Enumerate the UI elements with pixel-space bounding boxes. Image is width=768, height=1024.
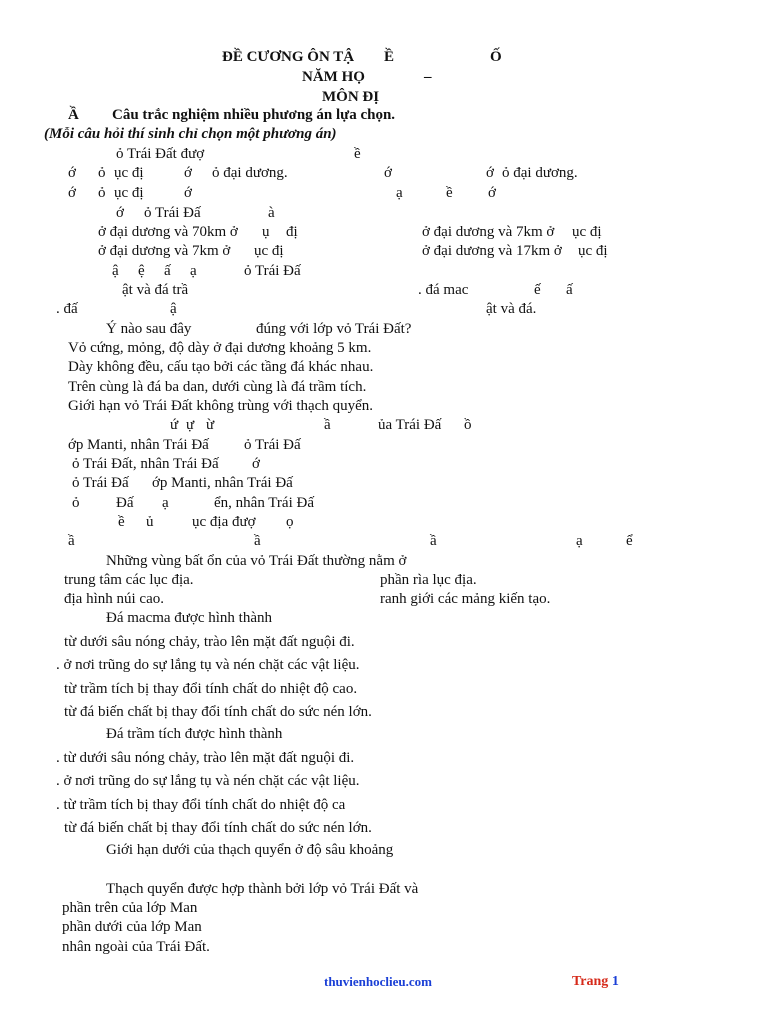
option-text: ớ xyxy=(68,165,76,181)
question-line-part: à xyxy=(268,205,275,221)
title-line-2: NĂM HỌ xyxy=(302,69,365,85)
question-line: ệ xyxy=(138,263,145,279)
option-text: ớ xyxy=(68,185,76,201)
question-line: ạ xyxy=(190,263,197,279)
option-text: ỏ xyxy=(98,185,106,201)
question-line: Những vùng bất ổn của vỏ Trái Đất thường nằm ở xyxy=(106,553,407,569)
option-text: . từ dưới sâu nóng chảy, trào lên mặt đất nguội đi. xyxy=(56,750,355,766)
option-text: ớ xyxy=(488,185,496,201)
question-line: Thạch quyển được hợp thành bởi lớp vỏ Trái Đất và xyxy=(106,881,419,897)
question-line: ỏ Trái Đấ xyxy=(144,205,201,221)
question-line: Ý nào sau đây xyxy=(106,321,192,337)
question-line: ự xyxy=(186,417,195,433)
question-line: ậ xyxy=(112,263,119,279)
option-text: ầ xyxy=(68,533,75,549)
question-line: ủ xyxy=(146,514,154,530)
question-line: đúng với lớp vỏ Trái Đất? xyxy=(256,321,412,337)
question-line: ề xyxy=(118,514,125,530)
option-text: phần dưới của lớp Man xyxy=(62,919,202,935)
option-text: ầ xyxy=(254,533,261,549)
option-text: . đá mac xyxy=(418,282,469,298)
option-text: ục đị xyxy=(254,243,284,259)
option-text: Vỏ cứng, mỏng, độ dày ở đại dương khoảng 5 km. xyxy=(68,340,372,356)
option-text: . từ trầm tích bị thay đổi tính chất do nhiệt độ ca xyxy=(56,797,346,813)
option-text: ớp Manti, nhân Trái Đấ xyxy=(152,475,293,491)
question-line-part: ề xyxy=(354,146,361,162)
option-text: ạ xyxy=(576,533,583,549)
question-line: ớ xyxy=(116,205,124,221)
option-text: Dày không đều, cấu tạo bởi các tầng đá khác nhau. xyxy=(68,359,374,375)
option-text: ỏ Trái Đấ xyxy=(72,475,129,491)
option-text: ớ xyxy=(184,165,192,181)
option-text: ể xyxy=(626,533,633,549)
option-text: ở đại dương và 70km ở xyxy=(98,224,238,240)
question-line: ừ xyxy=(206,417,215,433)
option-text: ầ xyxy=(430,533,437,549)
option-text: Đấ xyxy=(116,495,134,511)
option-text: ỏ Trái Đấ xyxy=(244,437,301,453)
question-line: ỏ Trái Đất đượ xyxy=(116,146,205,162)
question-line: ủa Trái Đấ xyxy=(378,417,442,433)
footer-page-word: Trang xyxy=(572,974,609,989)
option-text: ạ xyxy=(396,185,403,201)
option-text: ục đị xyxy=(578,243,608,259)
option-text: ục đị xyxy=(114,165,144,181)
option-text: ỏ đại dương. xyxy=(212,165,288,181)
option-text: . đấ xyxy=(56,301,78,317)
option-text: từ dưới sâu nóng chảy, trào lên mặt đất nguội đi. xyxy=(64,634,355,650)
question-line: ứ xyxy=(170,417,179,433)
question-line: Đá macma được hình thành xyxy=(106,610,273,626)
option-text: trung tâm các lục địa. xyxy=(64,572,194,588)
title-line-2-part: – xyxy=(424,69,432,85)
option-text: Trên cùng là đá ba dan, dưới cùng là đá trầm tích. xyxy=(68,379,367,395)
option-text: địa hình núi cao. xyxy=(64,591,164,607)
option-text: ề xyxy=(446,185,453,201)
option-text: ật và đá trầ xyxy=(122,282,189,298)
option-text: ậ xyxy=(170,301,177,317)
title-line-1-part: Ố xyxy=(490,49,502,65)
question-line: ầ xyxy=(324,417,331,433)
option-text: từ đá biến chất bị thay đổi tính chất do sức nén lớn. xyxy=(64,704,372,720)
option-text: . ở nơi trũng do sự lắng tụ và nén chặt các vật liệu. xyxy=(56,657,360,673)
option-text: từ đá biến chất bị thay đổi tính chất do sức nén lớn. xyxy=(64,820,372,836)
option-text: . ở nơi trũng do sự lắng tụ và nén chặt các vật liệu. xyxy=(56,773,360,789)
question-line: ỏ Trái Đấ xyxy=(244,263,301,279)
option-text: phần trên của lớp Man xyxy=(62,900,198,916)
option-text: ớp Manti, nhân Trái Đấ xyxy=(68,437,209,453)
question-line: ục địa đượ xyxy=(192,514,256,530)
option-text: ụ xyxy=(262,224,270,240)
footer-site-link[interactable]: thuvienhoclieu.com xyxy=(324,974,432,989)
option-text: ấ xyxy=(566,282,573,298)
option-text: ớ xyxy=(184,185,192,201)
option-text: đị xyxy=(286,224,298,240)
option-text: Giới hạn vỏ Trái Đất không trùng với thạch quyển. xyxy=(68,398,374,414)
option-text: ạ xyxy=(162,495,169,511)
question-line: ọ xyxy=(286,514,294,530)
question-line: Giới hạn dưới của thạch quyển ở độ sâu khoảng xyxy=(106,842,394,858)
option-text: ớ xyxy=(252,456,260,472)
option-text: ở đại dương và 7km ở xyxy=(98,243,231,259)
title-line-3: MÔN ĐỊ xyxy=(322,89,380,105)
option-text: ỏ xyxy=(72,495,80,511)
section-note: (Mỗi câu hỏi thí sinh chỉ chọn một phương án) xyxy=(44,126,337,142)
option-text: ranh giới các mảng kiến tạo. xyxy=(380,591,551,607)
option-text: ế xyxy=(534,282,541,298)
option-text: ật và đá. xyxy=(486,301,537,317)
option-text: ớ xyxy=(486,165,494,181)
question-line: ồ xyxy=(464,417,472,433)
question-line: ấ xyxy=(164,263,171,279)
option-text: ỏ Trái Đất, nhân Trái Đấ xyxy=(72,456,219,472)
footer-page-number: 1 xyxy=(611,974,619,989)
option-text: ỏ xyxy=(98,165,106,181)
section-title: Câu trắc nghiệm nhiều phương án lựa chọn. xyxy=(112,107,396,123)
section-mark: Ầ xyxy=(68,107,79,123)
option-text: ển, nhân Trái Đấ xyxy=(214,495,314,511)
option-text: ớ xyxy=(384,165,392,181)
title-line-1-part: Ề xyxy=(384,49,395,65)
question-line: Đá trầm tích được hình thành xyxy=(106,726,283,742)
option-text: ở đại dương và 17km ở xyxy=(422,243,562,259)
option-text: ỏ đại dương. xyxy=(502,165,578,181)
footer-page-label xyxy=(572,973,619,991)
option-text: ở đại dương và 7km ở xyxy=(422,224,555,240)
option-text: ục đị xyxy=(572,224,602,240)
option-text: ục đị xyxy=(114,185,144,201)
option-text: từ trầm tích bị thay đổi tính chất do nhiệt độ cao. xyxy=(64,681,358,697)
option-text: nhân ngoài của Trái Đất. xyxy=(62,939,210,955)
title-line-1: ĐỀ CƯƠNG ÔN TẬ xyxy=(222,49,355,65)
option-text: phần rìa lục địa. xyxy=(380,572,477,588)
